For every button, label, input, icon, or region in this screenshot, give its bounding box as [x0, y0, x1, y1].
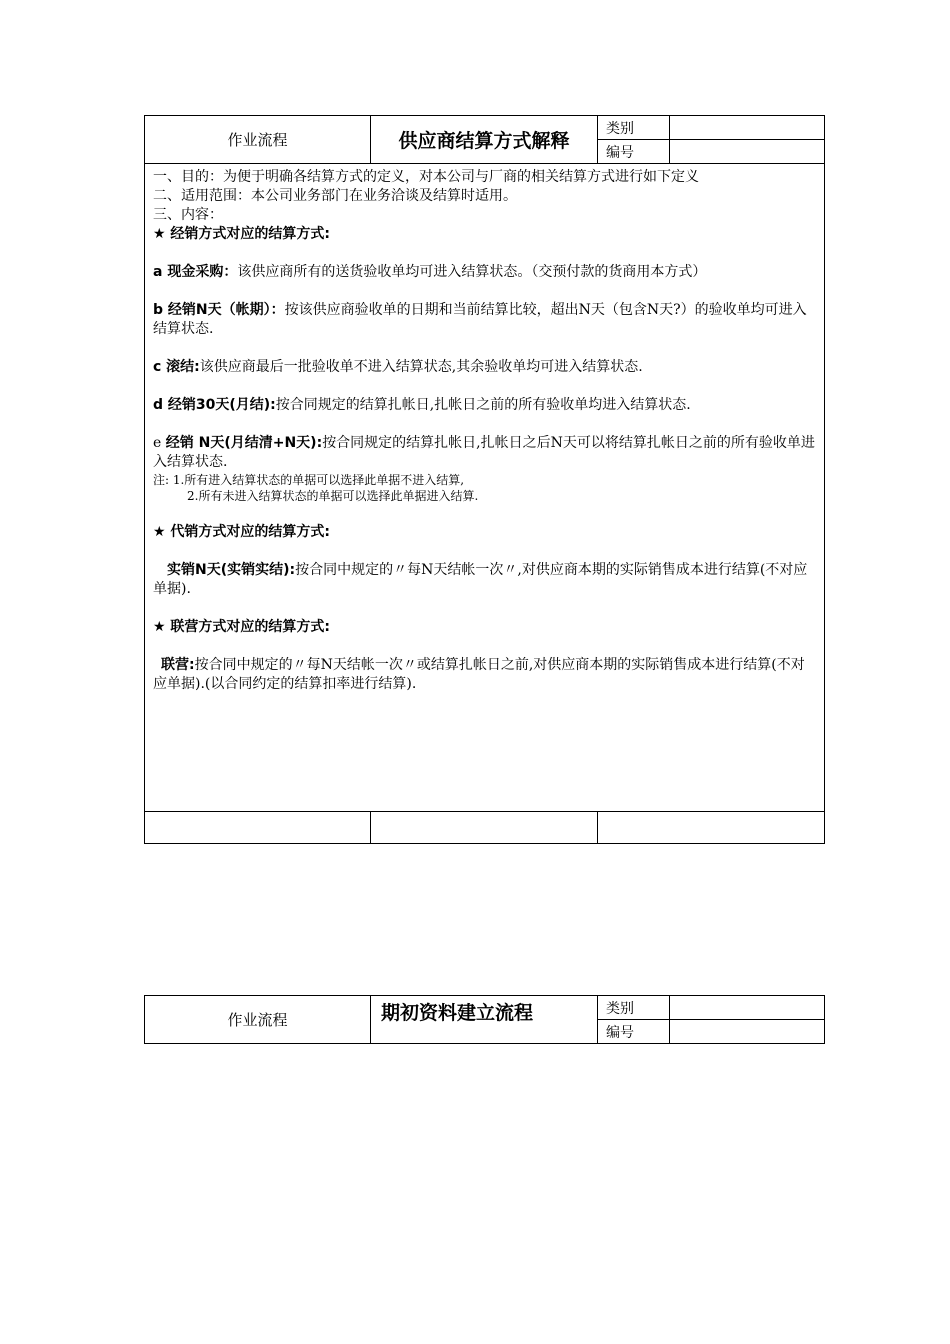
initial-data-form — [144, 995, 825, 1044]
form-title: 期初资料建立流程 — [371, 996, 598, 1044]
item-a-title: a 现金采购： — [153, 264, 238, 280]
joint-section-heading: ★ 联营方式对应的结算方式: — [153, 619, 331, 635]
workflow-label: 作业流程 — [145, 996, 371, 1044]
footer-cell-3[interactable] — [598, 812, 825, 844]
joint-title: 联营: — [161, 657, 195, 673]
footer-cell-2[interactable] — [371, 812, 598, 844]
item-a-text: 该供应商所有的送货验收单均可进入结算状态。（交预付款的货商用本方式） — [237, 264, 707, 280]
workflow-label: 作业流程 — [145, 116, 371, 164]
category-label: 类别 — [598, 996, 670, 1020]
note-1: 注: 1.所有进入结算状态的单据可以选择此单据不进入结算, — [153, 473, 465, 487]
joint-item — [153, 656, 816, 694]
scope-line: 二、适用范围：本公司业务部门在业务洽谈及结算时适用。 — [153, 188, 517, 204]
consign-section-heading: ★ 代销方式对应的结算方式: — [153, 524, 331, 540]
item-e — [153, 434, 816, 472]
item-e-prefix: e — [153, 435, 166, 451]
dealer-section-heading: ★ 经销方式对应的结算方式: — [153, 226, 331, 242]
consign-title: 实销N天(实销实结): — [167, 562, 296, 578]
item-c-title: c 滚结: — [153, 359, 200, 375]
content-line: 三、内容： — [153, 207, 223, 223]
number-value[interactable] — [670, 1020, 825, 1044]
item-b — [153, 301, 816, 339]
category-value[interactable] — [670, 996, 825, 1020]
item-a — [153, 263, 816, 282]
item-d — [153, 396, 816, 415]
number-value[interactable] — [670, 140, 825, 164]
item-b-title: b 经销N天（帐期）： — [153, 302, 285, 318]
settlement-form — [144, 115, 825, 844]
category-value[interactable] — [670, 116, 825, 140]
consign-item — [153, 561, 816, 599]
item-c — [153, 358, 816, 377]
item-c-text: 该供应商最后一批验收单不进入结算状态,其余验收单均可进入结算状态. — [199, 359, 643, 375]
note-2: 2.所有未进入结算状态的单据可以选择此单据进入结算. — [187, 489, 479, 503]
item-e-text: 按合同规定的结算扎帐日,扎帐日之后N天可以将结算扎帐日之前的所有验收单进入结算状态. — [153, 435, 815, 470]
item-d-title: d 经销30天(月结): — [153, 397, 276, 413]
item-d-text: 按合同规定的结算扎帐日,扎帐日之前的所有验收单均进入结算状态. — [275, 397, 691, 413]
footer-cell-1[interactable] — [145, 812, 371, 844]
form-title: 供应商结算方式解释 — [371, 116, 598, 164]
item-b-text: 按该供应商验收单的日期和当前结算比较，超出N天（包含N天?）的验收单均可进入结算状态. — [153, 302, 807, 337]
item-e-title: 经销 N天(月结清+N天): — [165, 435, 323, 451]
joint-text: 按合同中规定的〃每N天结帐一次〃或结算扎帐日之前,对供应商本期的实际销售成本进行结算(不对应单据).(以合同约定的结算扣率进行结算). — [153, 657, 805, 692]
category-label: 类别 — [598, 116, 670, 140]
consign-text: 按合同中规定的〃每N天结帐一次〃,对供应商本期的实际销售成本进行结算(不对应单据). — [153, 562, 808, 597]
number-label: 编号 — [598, 140, 670, 164]
form-body — [145, 164, 825, 812]
number-label: 编号 — [598, 1020, 670, 1044]
purpose-line: 一、目的：为便于明确各结算方式的定义，对本公司与厂商的相关结算方式进行如下定义 — [153, 169, 699, 185]
